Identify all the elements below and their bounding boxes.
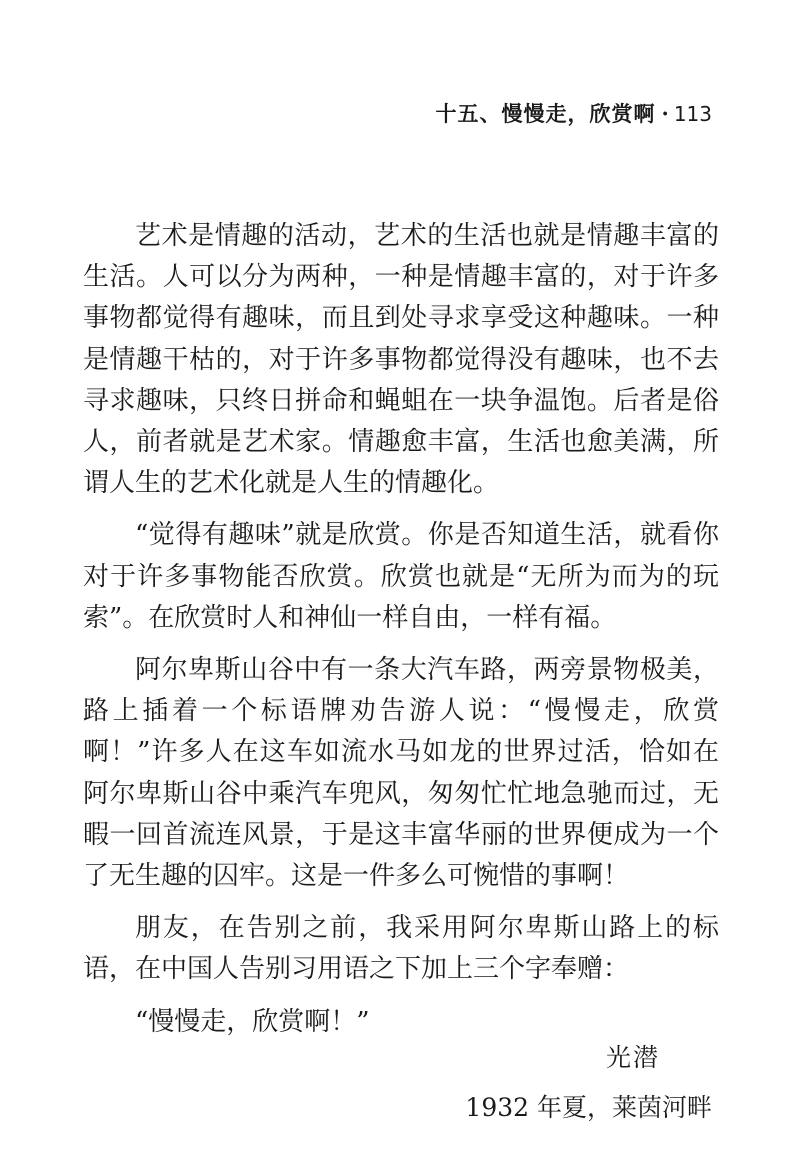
page-number: 113	[673, 102, 712, 126]
author-signature: 光潜	[605, 1043, 660, 1072]
running-header	[436, 98, 713, 128]
chapter-title: 十五、慢慢走，欣赏啊	[435, 101, 656, 126]
body-text	[83, 216, 719, 1054]
header-bullet: ·	[661, 101, 670, 126]
paragraph: 朋友，在告别之前，我采用阿尔卑斯山路上的标语，在中国人告别习用语之下加上三个字奉赠：	[83, 913, 719, 985]
paragraph: “觉得有趣味”就是欣赏。你是否知道生活，就看你对于许多事物能否欣赏。欣赏也就是“无所为而为的玩索”。在欣赏时人和神仙一样自由，一样有福。	[83, 520, 719, 633]
paragraph: “慢慢走，欣赏啊！”	[135, 1006, 370, 1037]
paragraph: 阿尔卑斯山谷中有一条大汽车路，两旁景物极美，路上插着一个标语牌劝告游人说：“慢慢走，欣赏啊！”许多人在这车如流水马如龙的世界过活，恰如在阿尔卑斯山谷中乘汽车兜风，匆匆忙忙地急驰而过，无暇一回首流连风景，于是这丰富华丽的世界便成为一个了无生趣的囚牢。这是一件多么可惋惜的事啊！	[83, 655, 719, 892]
paragraph: 艺术是情趣的活动，艺术的生活也就是情趣丰富的生活。人可以分为两种，一种是情趣丰富的，对于许多事物都觉得有趣味，而且到处寻求享受这种趣味。一种是情趣干枯的，对于许多事物都觉得没有趣味，也不去寻求趣味，只终日拼命和蝇蛆在一块争温饱。后者是俗人，前者就是艺术家。情趣愈丰富，生活也愈美满，所谓人生的艺术化就是人生的情趣化。	[83, 221, 719, 499]
dateline: 1932 年夏，莱茵河畔	[465, 1093, 712, 1122]
